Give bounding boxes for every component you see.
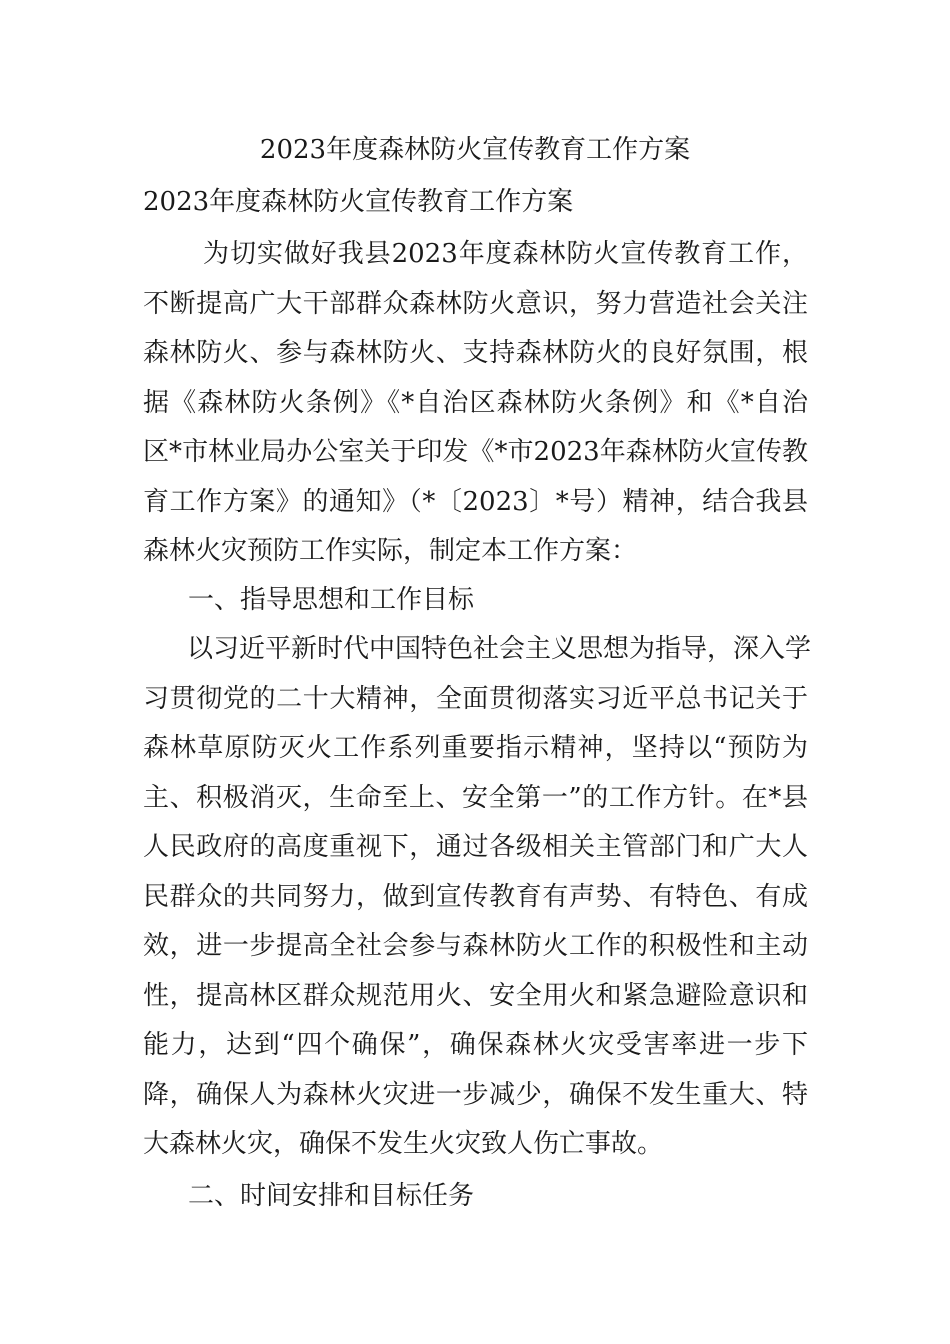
document-title: 2023年度森林防火宣传教育工作方案 xyxy=(259,135,691,165)
section-1-line: 大森林火灾，确保不发生火灾致人伤亡事故。 xyxy=(143,1129,664,1159)
section-heading-2: 二、时间安排和目标任务 xyxy=(188,1181,475,1211)
section-1-line: 能力，达到“四个确保”，确保森林火灾受害率进一步下 xyxy=(143,1030,808,1060)
intro-line: 育工作方案》的通知》（*〔2023〕*号）精神，结合我县 xyxy=(143,486,808,517)
intro-line: 森林火灾预防工作实际，制定本工作方案： xyxy=(143,536,638,566)
document-subtitle: 2023年度森林防火宣传教育工作方案 xyxy=(143,187,574,217)
section-1-line: 降，确保人为森林火灾进一步减少，确保不发生重大、特 xyxy=(143,1079,808,1110)
section-1-paragraph xyxy=(143,625,812,1170)
intro-paragraph xyxy=(143,230,808,577)
section-1-line: 人民政府的高度重视下，通过各级相关主管部门和广大人 xyxy=(143,832,808,862)
section-1-line: 民群众的共同努力，做到宣传教育有声势、有特色、有成 xyxy=(143,881,808,912)
section-1-line: 性，提高林区群众规范用火、安全用火和紧急避险意识和 xyxy=(143,980,808,1011)
section-1-line: 森林草原防灭火工作系列重要指示精神，坚持以“预防为 xyxy=(143,733,808,763)
intro-line: 区*市林业局办公室关于印发《*市2023年森林防火宣传教 xyxy=(143,437,808,467)
section-1-line: 效，进一步提高全社会参与森林防火工作的积极性和主动 xyxy=(143,931,808,961)
intro-line: 据《森林防火条例》《*自治区森林防火条例》和《*自治 xyxy=(143,387,808,418)
section-heading-1: 一、指导思想和工作目标 xyxy=(188,585,475,615)
section-1-line: 以习近平新时代中国特色社会主义思想为指导，深入学 xyxy=(187,634,812,664)
intro-line: 为切实做好我县2023年度森林防火宣传教育工作， xyxy=(203,239,808,269)
section-1-line: 主、积极消灭，生命至上、安全第一”的工作方针。在*县 xyxy=(143,782,808,813)
section-1-line: 习贯彻党的二十大精神，全面贯彻落实习近平总书记关于 xyxy=(143,683,808,714)
intro-line: 森林防火、参与森林防火、支持森林防火的良好氛围，根 xyxy=(143,338,808,368)
intro-line: 不断提高广大干部群众森林防火意识，努力营造社会关注 xyxy=(143,288,808,319)
